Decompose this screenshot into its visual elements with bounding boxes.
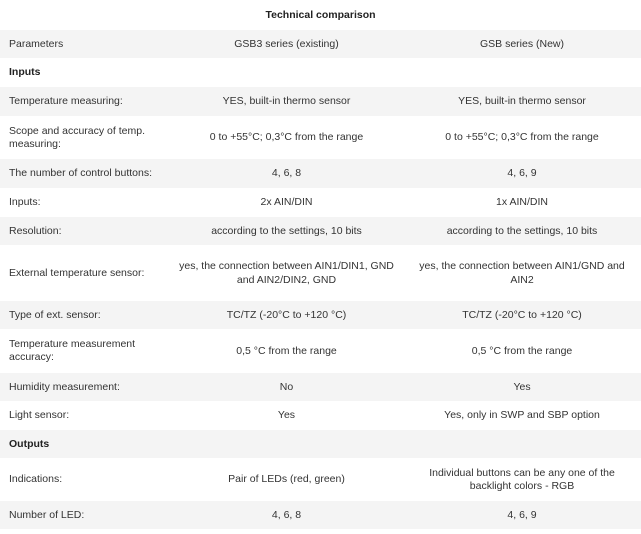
gsb-value: 4, 6, 9 <box>403 159 641 188</box>
param-label: Indications: <box>0 458 170 501</box>
param-label: Light sensor: <box>0 401 170 430</box>
gsb-value: yes, the connection between AIN1/GND and AIN2 <box>403 245 641 301</box>
section-outputs-row <box>0 430 641 458</box>
param-label: External temperature sensor: <box>0 245 170 301</box>
gsb-value: 4, 6, 9 <box>403 501 641 529</box>
gsb3-value: according to the settings, 10 bits <box>170 217 403 245</box>
gsb-value: TC/TZ (-20°C to +120 °C) <box>403 301 641 329</box>
table-row <box>0 116 641 159</box>
table-row <box>0 159 641 188</box>
section-outputs-label: Outputs <box>0 430 641 458</box>
table-row <box>0 301 641 329</box>
gsb-value: Yes, only in SWP and SBP option <box>403 401 641 430</box>
table-row <box>0 188 641 217</box>
header-gsb3: GSB3 series (existing) <box>170 30 403 58</box>
param-label: Inputs: <box>0 188 170 217</box>
gsb3-value: 2x AIN/DIN <box>170 188 403 217</box>
gsb3-value: Yes <box>170 401 403 430</box>
gsb3-value: No <box>170 373 403 401</box>
param-label: Scope and accuracy of temp. measuring: <box>0 116 170 159</box>
table-row <box>0 217 641 245</box>
param-label: Humidity measurement: <box>0 373 170 401</box>
section-inputs-label: Inputs <box>0 58 641 87</box>
gsb-value: Yes <box>403 373 641 401</box>
table-title-row <box>0 0 641 30</box>
param-label: Number of LED: <box>0 501 170 529</box>
table-row <box>0 245 641 301</box>
section-inputs-row <box>0 58 641 87</box>
table-title: Technical comparison <box>0 0 641 30</box>
param-label: Temperature measurement accuracy: <box>0 329 170 373</box>
gsb3-value: 0,5 °C from the range <box>170 329 403 373</box>
gsb3-value: Pair of LEDs (red, green) <box>170 458 403 501</box>
table-row <box>0 87 641 116</box>
gsb3-value: 0 to +55°C; 0,3°C from the range <box>170 116 403 159</box>
header-gsb: GSB series (New) <box>403 30 641 58</box>
table-row <box>0 401 641 430</box>
gsb-value: according to the settings, 10 bits <box>403 217 641 245</box>
table-row <box>0 458 641 501</box>
gsb3-value: TC/TZ (-20°C to +120 °C) <box>170 301 403 329</box>
gsb3-value: 4, 6, 8 <box>170 159 403 188</box>
gsb-value: 0,5 °C from the range <box>403 329 641 373</box>
param-label: Type of ext. sensor: <box>0 301 170 329</box>
table-row <box>0 329 641 373</box>
header-row <box>0 30 641 58</box>
table-row <box>0 501 641 529</box>
header-parameters: Parameters <box>0 30 170 58</box>
gsb-value: YES, built-in thermo sensor <box>403 87 641 116</box>
gsb-value: 1x AIN/DIN <box>403 188 641 217</box>
param-label: The number of control buttons: <box>0 159 170 188</box>
gsb-value: Individual buttons can be any one of the backlight colors - RGB <box>403 458 641 501</box>
table-row <box>0 373 641 401</box>
gsb3-value: 4, 6, 8 <box>170 501 403 529</box>
param-label: Temperature measuring: <box>0 87 170 116</box>
gsb3-value: yes, the connection between AIN1/DIN1, GND and AIN2/DIN2, GND <box>170 245 403 301</box>
gsb3-value: YES, built-in thermo sensor <box>170 87 403 116</box>
param-label: Resolution: <box>0 217 170 245</box>
gsb-value: 0 to +55°C; 0,3°C from the range <box>403 116 641 159</box>
